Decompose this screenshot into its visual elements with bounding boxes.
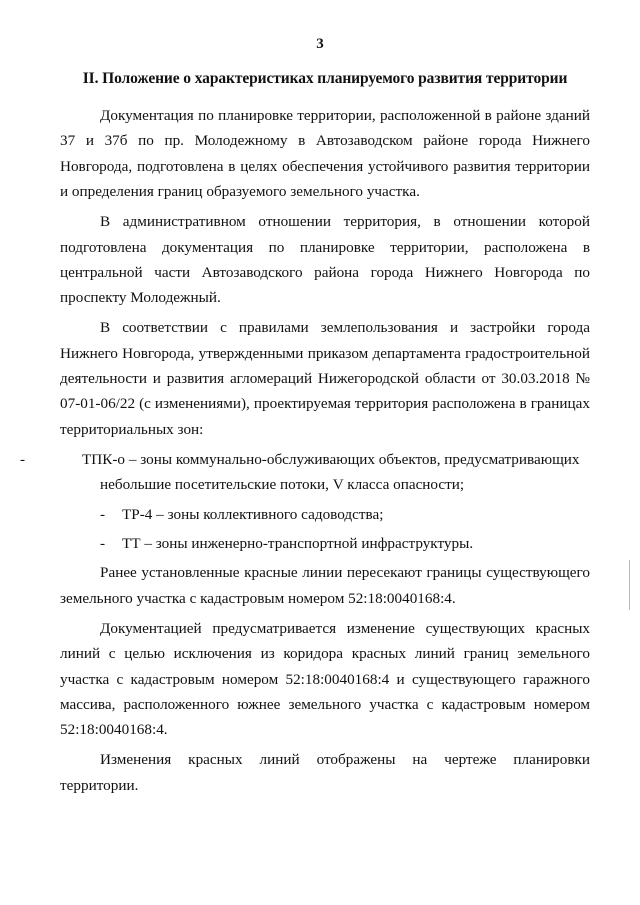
list-item-text: ТПК-о – зоны коммунально-обслуживающих объектов, предусматривающих небольшие посетительские потоки, V класса опасности;: [82, 450, 580, 494]
list-item-text: ТТ – зоны инженерно-транспортной инфраструктуры.: [122, 535, 474, 552]
paragraph: Изменения красных линий отображены на чертеже планировки территории.: [60, 751, 590, 794]
paragraph: В административном отношении территория, в отношении которой подготовлена документация по планировке территории, расположена в центральной части Автозаводского района города Нижнего Новгорода по проспекту Молодежный.: [60, 213, 590, 307]
list-item: [20, 447, 590, 498]
list-dash: -: [100, 505, 106, 523]
list-dash: -: [100, 535, 106, 552]
document-body: [20, 103, 590, 803]
list-dash: -: [20, 450, 26, 468]
paragraph: Документация по планировке территории, расположенной в районе зданий 37 и 37б по пр. Молодежному в Автозаводском районе города Нижнего Новгорода, подготовлена в целях обеспечения устойчивого развития территории и определения границ образуемого земельного участка.: [60, 107, 590, 201]
list-item: [60, 531, 590, 556]
paragraph: В соответствии с правилами землепользования и застройки города Нижнего Новгорода, утвержденными приказом департамента градостроительной деятельности и развития агломераций Нижегородской области от 30.03.2018 № 07-01-06/22 (с изменениями), проектируемая территория расположена в границах территориальных зон:: [60, 319, 590, 438]
list-item-text: ТР-4 – зоны коллективного садоводства;: [122, 505, 384, 523]
section-heading: II. Положение о характеристиках планируемого развития территории: [82, 70, 568, 87]
page-number: 3: [316, 36, 324, 52]
paragraph: Ранее установленные красные линии пересекают границы существующего земельного участка с кадастровым номером 52:18:0040168:4.: [60, 564, 590, 607]
scan-margin-mark: [629, 560, 630, 610]
list-item: [60, 502, 590, 527]
paragraph: Документацией предусматривается изменение существующих красных линий с целью исключения из коридора красных линий границ земельного участка с кадастровым номером 52:18:0040168:4 и существующего гаражного массива, расположенного южнее земельного участка с кадастровым номером 52:18:0040168:4.: [60, 619, 590, 739]
